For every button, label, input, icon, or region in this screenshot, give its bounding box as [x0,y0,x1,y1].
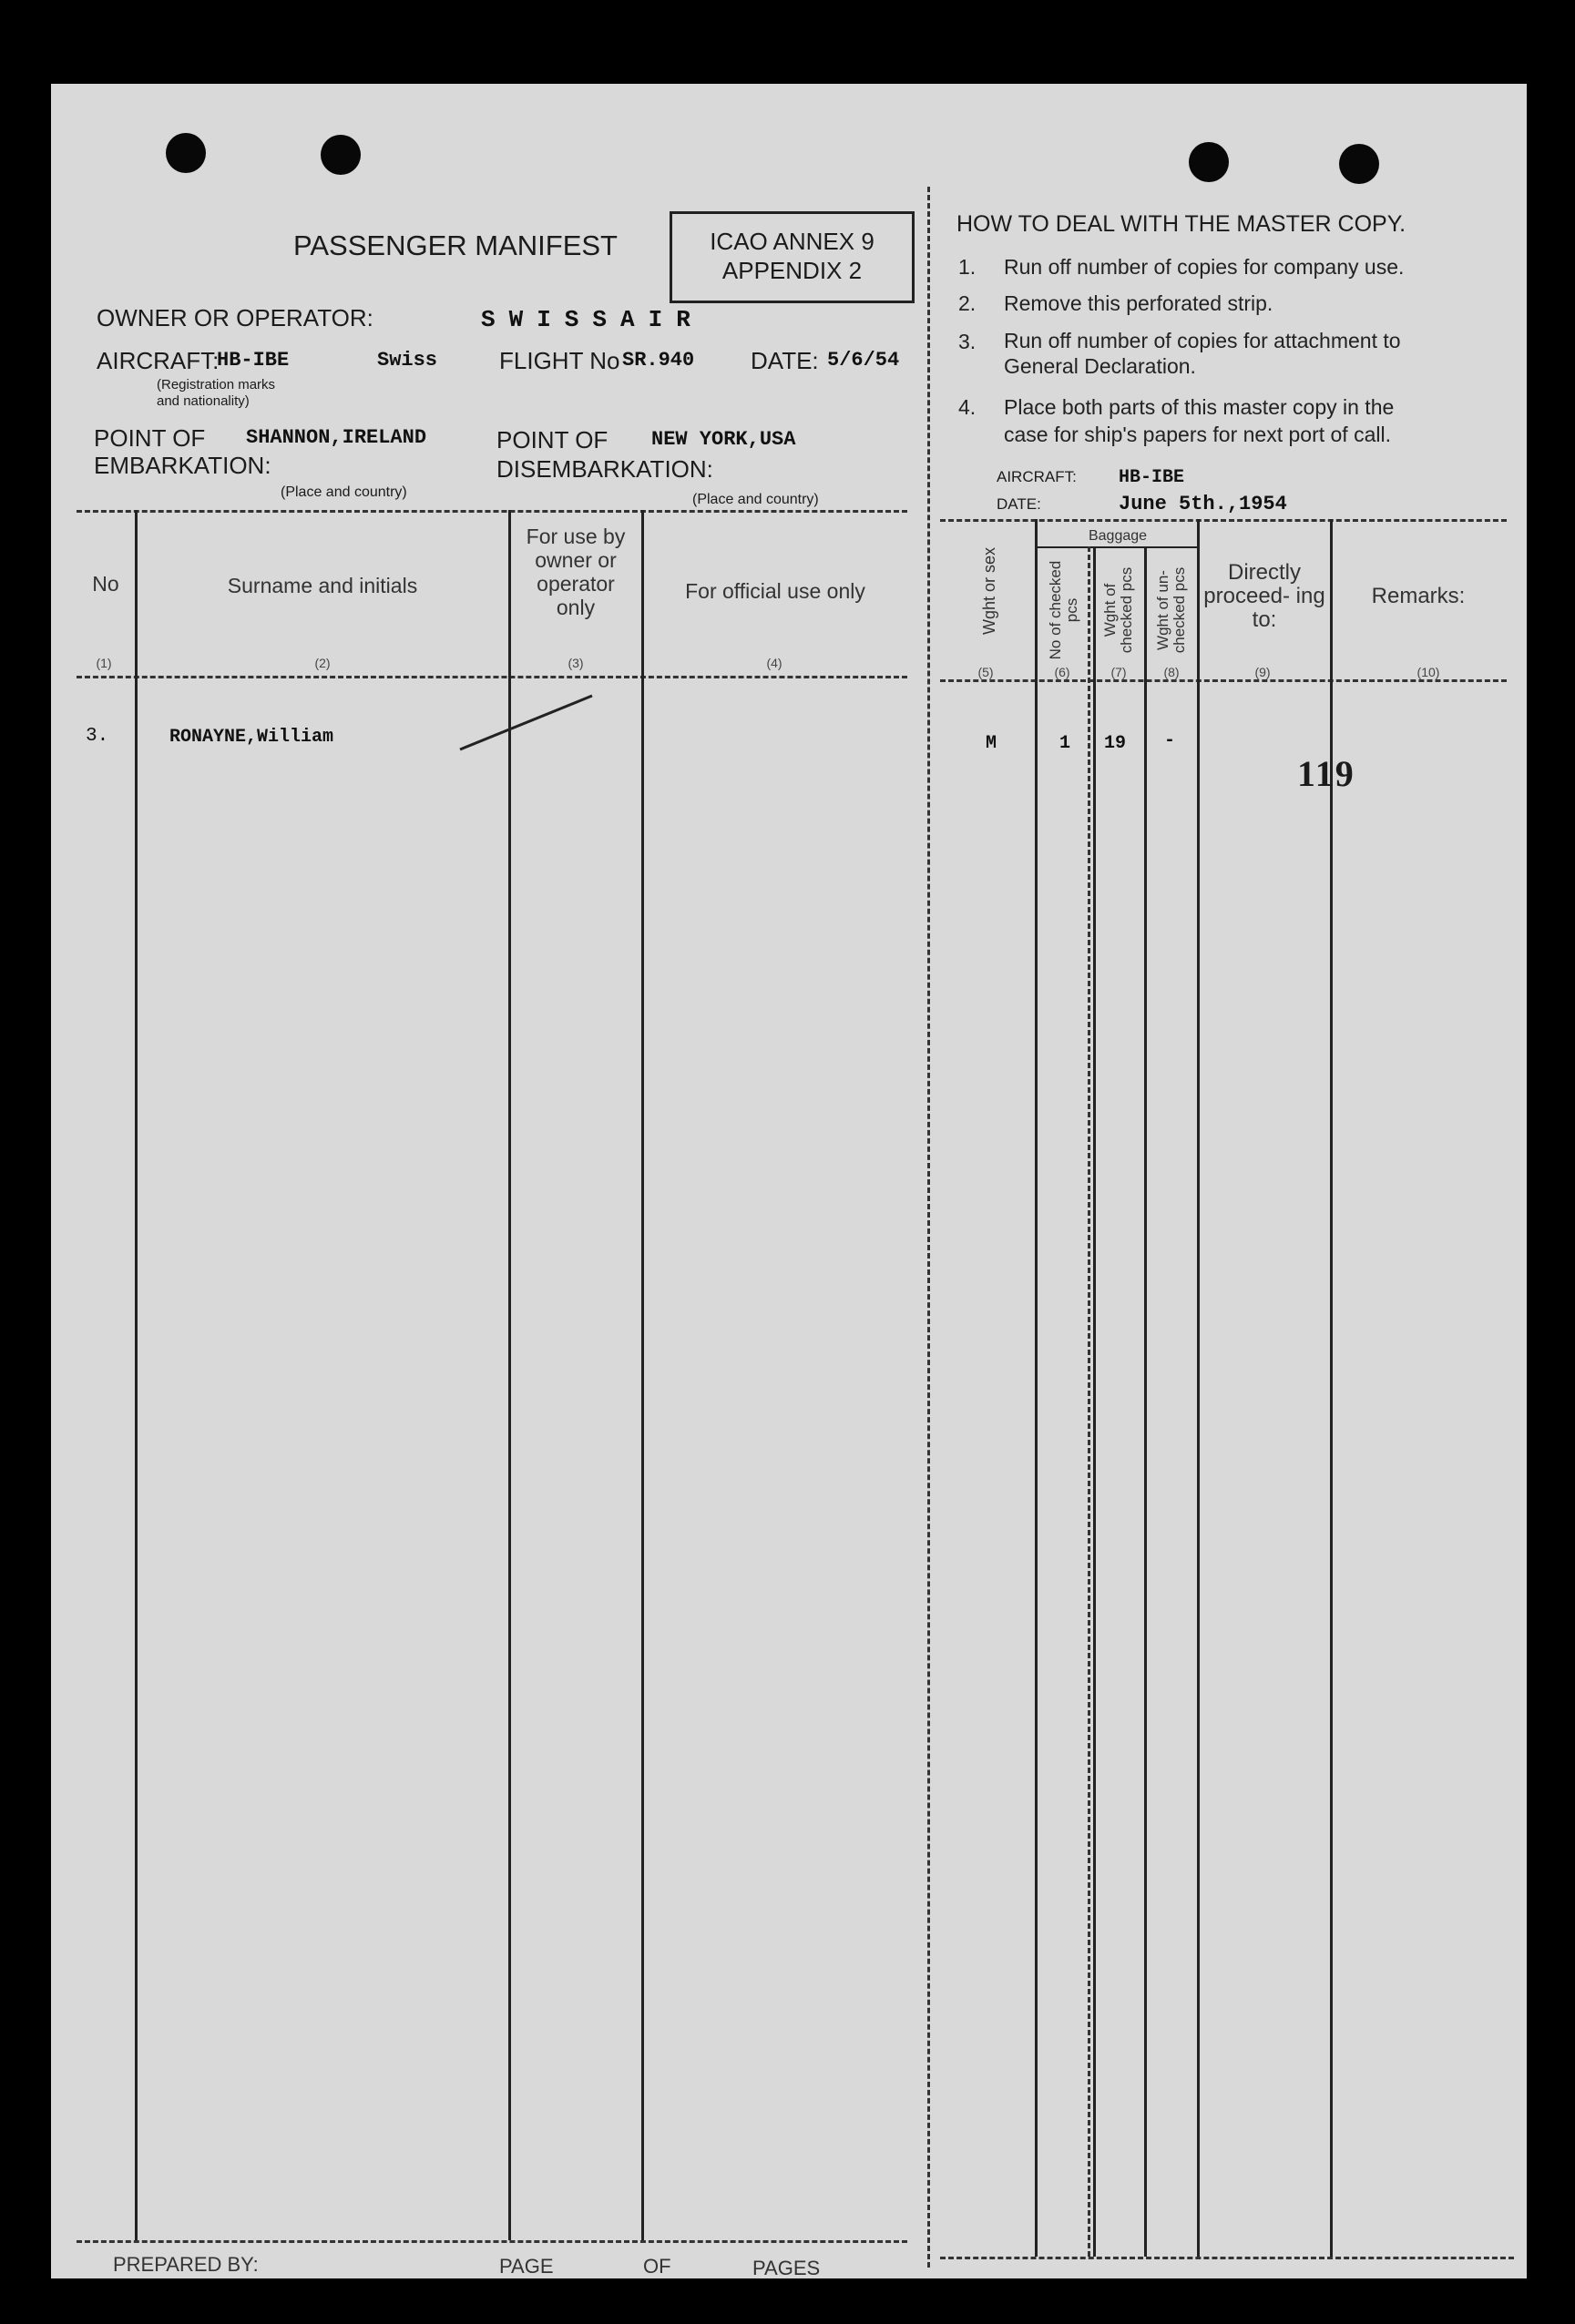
col-num-8: (8) [1163,665,1180,679]
right-table-bottom-rule [940,2257,1514,2259]
perforation-line [927,187,930,2268]
left-table-bottom-rule [77,2240,907,2243]
instruction-3-text-2: General Declaration. [1004,354,1196,378]
owner-value: SWISSAIR [481,306,704,333]
form-title: PASSENGER MANIFEST [293,229,618,261]
col-header-checked-pcs-text: No of checked pcs [1047,560,1080,660]
right-col-divider-3 [1093,546,1096,2257]
col-num-6: (6) [1054,665,1070,679]
punch-hole-1 [166,133,206,173]
right-date-label: DATE: [997,495,1041,513]
prepared-by-label: PREPARED BY: [113,2253,259,2276]
col-num-4: (4) [766,656,782,670]
disembark-label-1: POINT OF [496,426,609,454]
punch-hole-4 [1339,144,1379,184]
right-date-value: June 5th.,1954 [1119,493,1287,515]
punch-hole-3 [1189,142,1229,182]
stamped-number: 119 [1297,753,1355,794]
col-header-checked-pcs [1048,556,1080,665]
instruction-2-number: 2. [958,291,977,315]
pages-label: PAGES [752,2257,821,2279]
instruction-4 [958,393,1395,448]
col-header-unchecked-weight [1155,556,1188,665]
col-header-remarks: Remarks: [1371,584,1466,608]
page-label: PAGE [499,2255,554,2278]
embark-label-1: POINT OF [94,424,206,452]
left-col-divider-2 [508,510,511,2240]
col-header-unchecked-weight-text: Wght of un-checked pcs [1154,566,1188,654]
instruction-4-text-1: Place both parts of this master copy in the [1004,395,1395,419]
col-header-baggage: Baggage [1088,528,1148,544]
col-num-5: (5) [977,665,994,679]
master-copy-title: HOW TO DEAL WITH THE MASTER COPY. [956,211,1406,237]
instruction-3-text-1: Run off number of copies for attachment to [1004,329,1401,352]
left-col-divider-1 [135,510,138,2240]
instruction-1-number: 1. [958,255,977,279]
aircraft-reg: HB-IBE [217,349,290,372]
annex-line-1: ICAO ANNEX 9 [710,228,874,255]
entry-weight: 19 [1104,733,1127,754]
entry-unchecked: - [1164,730,1176,751]
embark-label-2: EMBARKATION: [94,452,271,479]
disembark-label-2: DISEMBARKATION: [496,455,713,483]
aircraft-note-2: and nationality) [157,393,250,409]
instruction-4-text-2: case for ship's papers for next port of call. [1004,423,1391,446]
right-aircraft-value: HB-IBE [1119,467,1185,488]
col-header-official-use: For official use only [685,579,865,603]
disembark-place-note: (Place and country) [692,492,819,507]
flight-label: FLIGHT No [499,347,620,374]
punch-hole-2 [321,135,361,175]
instruction-1-text: Run off number of copies for company use. [1004,255,1405,279]
col-header-owner-use: For use by owner or operator only [526,525,626,619]
left-table-top-rule [77,510,907,513]
col-header-directly-proceeding: Directly proceed- ing to: [1203,560,1325,632]
disembark-value: NEW YORK,USA [651,428,796,451]
aircraft-nationality: Swiss [377,349,438,372]
annex-line-2: APPENDIX 2 [721,257,863,284]
col-num-3: (3) [568,656,584,670]
right-table-header-rule [940,679,1507,682]
right-col-divider-5 [1197,519,1200,2257]
flight-value: SR.940 [622,349,695,372]
date-value: 5/6/54 [827,349,900,372]
embark-value: SHANNON,IRELAND [246,426,427,449]
right-col-divider-2 [1088,546,1090,2257]
col-header-surname: Surname and initials [227,574,418,597]
instruction-2-text: Remove this perforated strip. [1004,291,1273,315]
col-num-9: (9) [1254,665,1271,679]
col-num-2: (2) [314,656,331,670]
right-aircraft-label: AIRCRAFT: [997,468,1077,485]
date-label: DATE: [751,347,819,374]
of-label: OF [643,2255,671,2278]
owner-label: OWNER OR OPERATOR: [97,304,373,331]
instruction-4-number: 4. [958,395,977,419]
instruction-3 [958,328,1401,379]
entry-name: RONAYNE,William [169,727,334,748]
right-col-divider-1 [1035,519,1038,2257]
left-table-header-rule [77,676,907,678]
entry-no: 3. [86,726,109,747]
baggage-header-rule [1037,546,1199,548]
instruction-1 [958,253,1405,281]
col-num-7: (7) [1110,665,1127,679]
col-header-weight-sex: Wght or sex [980,546,998,636]
right-col-divider-4 [1144,546,1147,2257]
entry-sex: M [986,733,997,754]
aircraft-note-1: (Registration marks [157,377,276,392]
embark-place-note: (Place and country) [281,484,407,500]
right-table-top-rule [940,519,1507,522]
col-header-no: No [92,572,119,596]
entry-pieces: 1 [1059,733,1071,754]
aircraft-label: AIRCRAFT: [97,347,220,374]
col-header-checked-weight-text: Wght of checked pcs [1101,566,1135,654]
col-num-1: (1) [96,656,112,670]
col-num-10: (10) [1416,665,1440,679]
instruction-3-number: 3. [958,330,977,353]
owner-use-pen-stroke [455,690,601,754]
instruction-2 [958,290,1273,318]
left-col-divider-3 [641,510,644,2240]
col-header-checked-weight [1102,556,1135,665]
